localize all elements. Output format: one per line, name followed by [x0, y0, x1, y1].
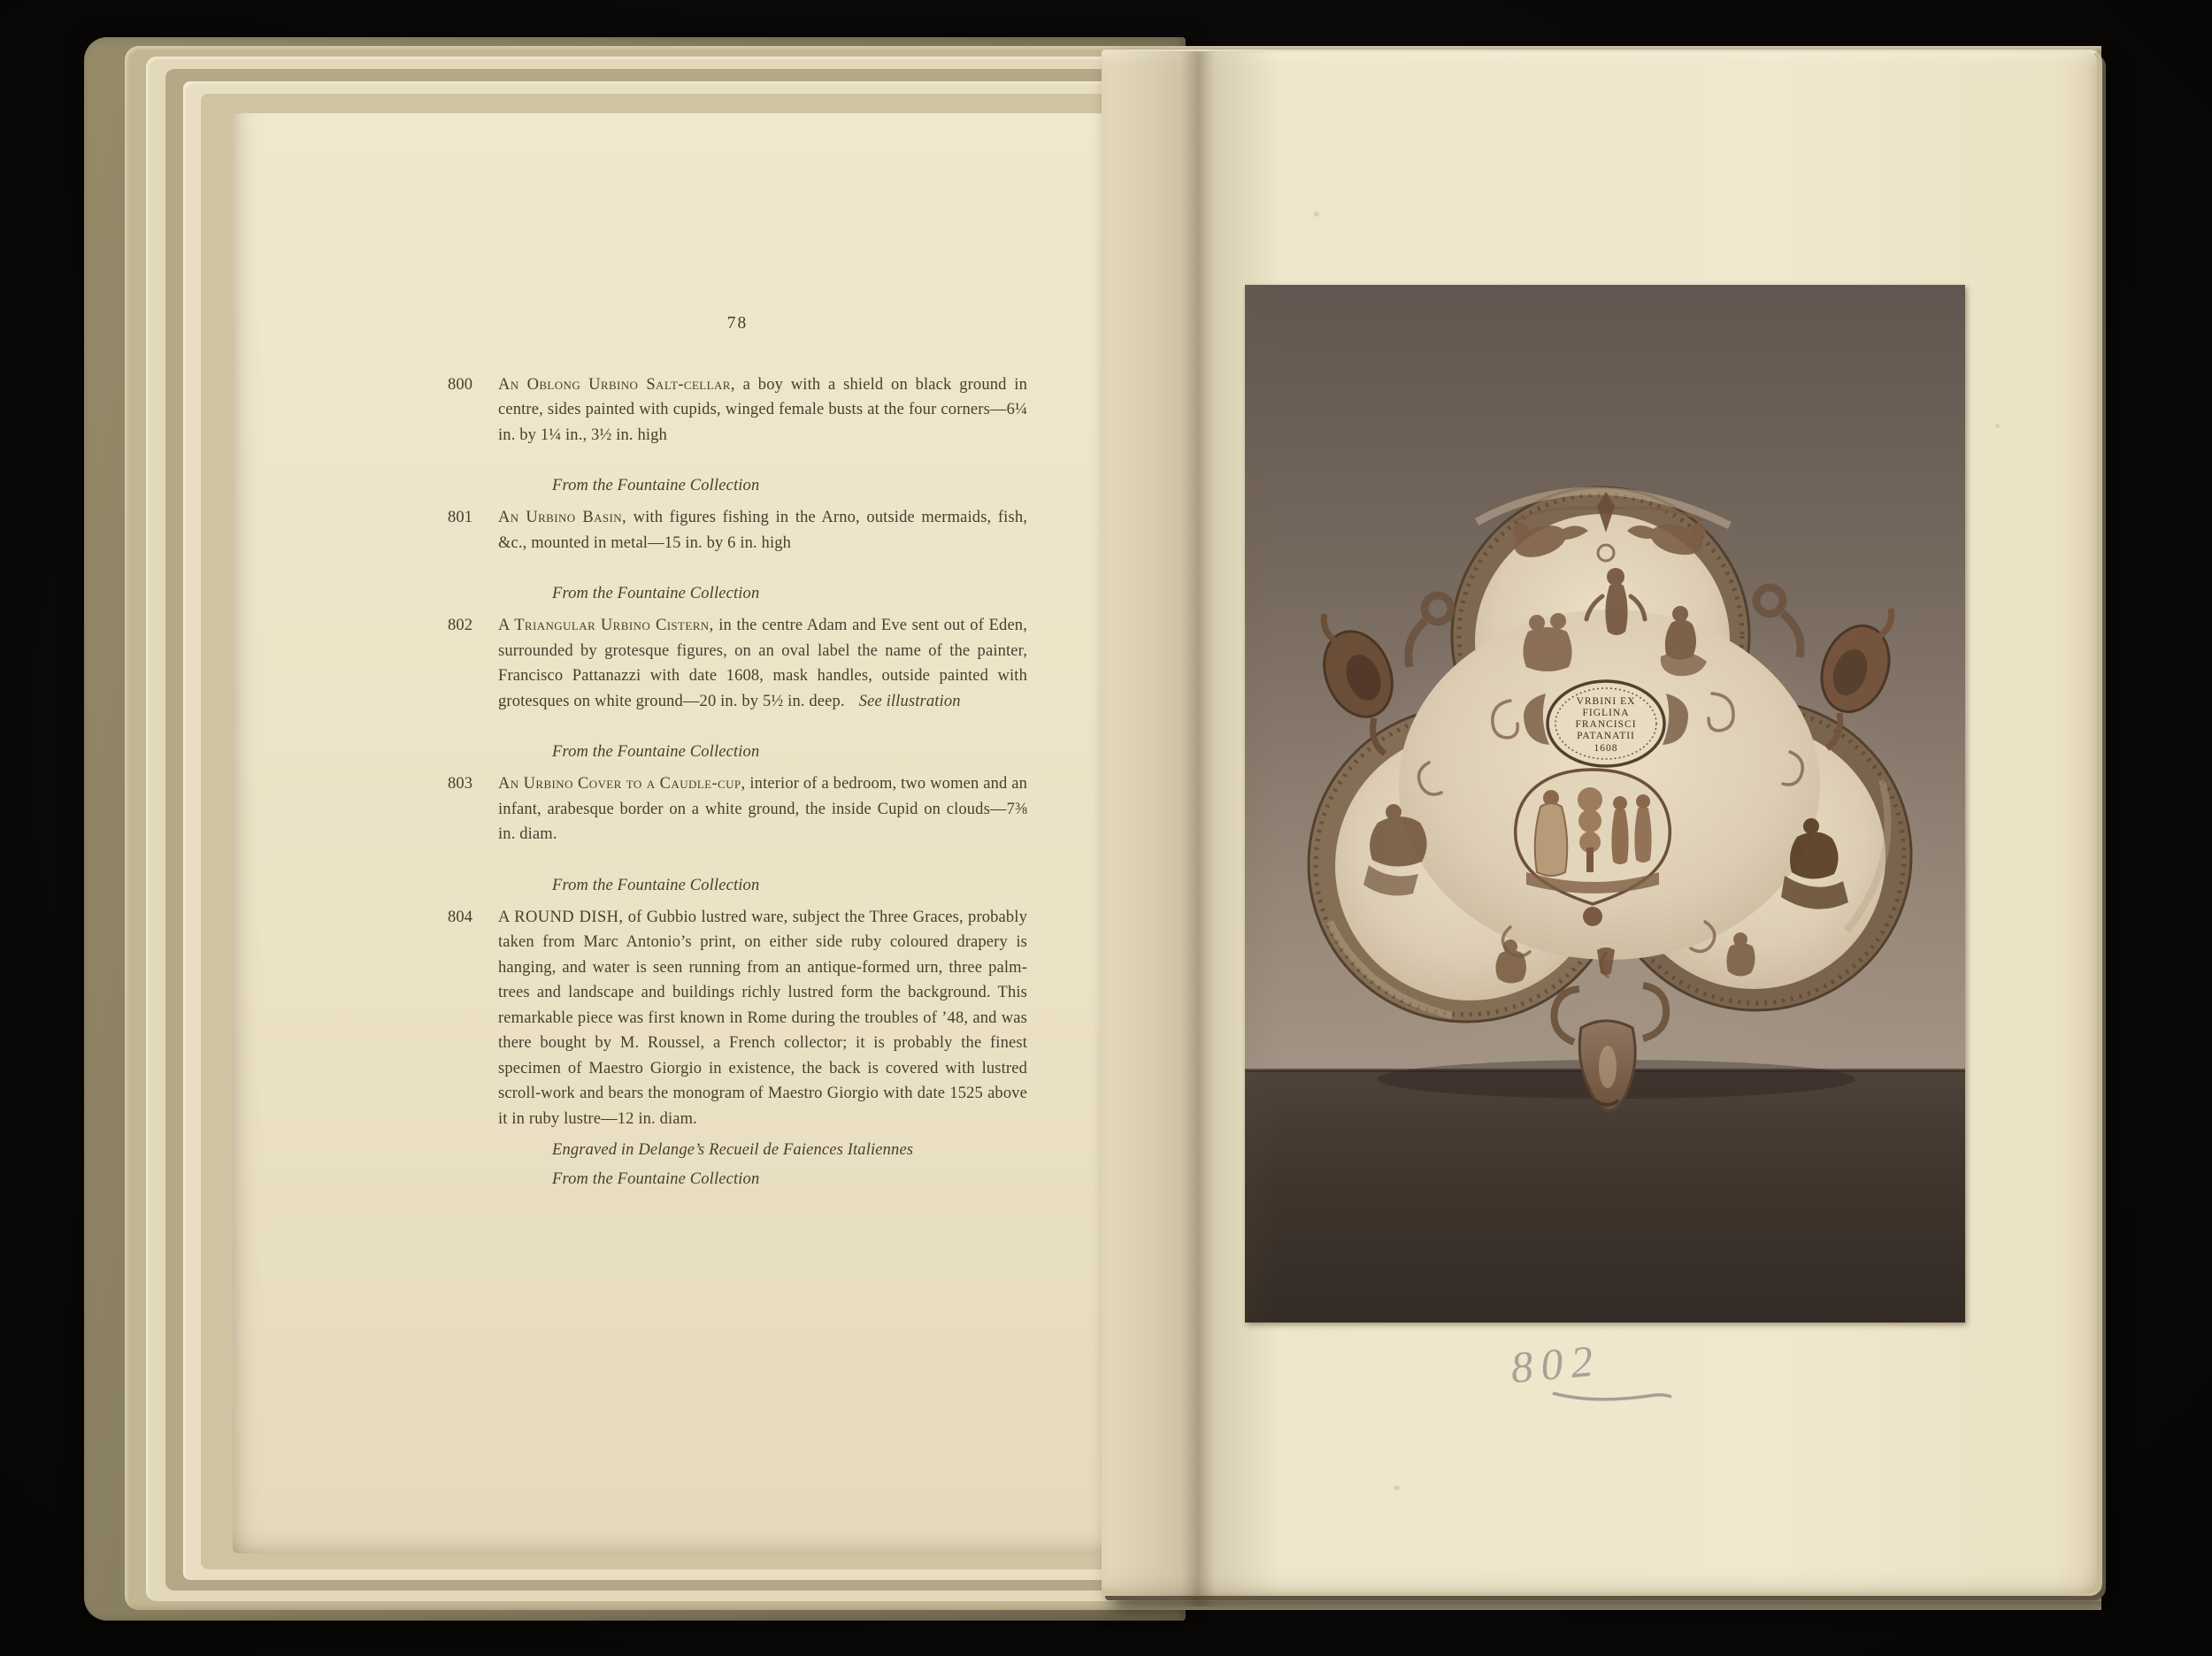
handwritten-802: 802: [1509, 1337, 1603, 1392]
right-page: [1102, 50, 2102, 1596]
foxing-spot: [1394, 1485, 1400, 1491]
entry-number: 800: [448, 375, 473, 394]
provenance-line: From the Fountaine Collection: [552, 1170, 760, 1188]
entry-body: interior of a bedroom, two women and an infant, arabesque border on a white ground, the inside Cupid on clouds—7⅜ in. diam.: [498, 775, 1027, 843]
entry-number: 801: [448, 509, 473, 526]
page-number: 78: [726, 314, 749, 333]
svg-text:FRANCISCI: FRANCISCI: [1575, 719, 1637, 730]
svg-text:1608: 1608: [1594, 743, 1618, 754]
provenance-line: From the Fountaine Collection: [552, 876, 760, 894]
catalog-entry-804: [448, 905, 1027, 1132]
see-illustration-note: See illustration: [858, 692, 961, 710]
entry-body: a boy with a shield on black ground in centre, sides painted with cupids, winged female busts at the four corners—6¼ in. by 1¼ in., 3½ in. high: [498, 375, 1027, 444]
entry-number: 803: [448, 775, 473, 793]
entry-body: of Gubbio lustred ware, subject the Three Graces, probably taken from Marc Antonio’s print, on either side ruby coloured drapery is hanging, and water is seen running from an antique-formed urn, three palm-trees and landscape and buildings richly lustred form the background. This remarkable piece was first known in Rome during the troubles of ’48, and was there bought by M. Roussel, a French collector; it is probably the finest specimen of Maestro Giorgio in existence, the back is covered with lustred scroll-work and bears the monogram of Maestro Giorgio with date 1525 above it in ruby lustre—12 in. diam.: [498, 908, 1027, 1128]
open-book: [84, 37, 2101, 1621]
foxing-spot: [1314, 211, 1319, 217]
entry-number: 802: [448, 617, 473, 634]
svg-text:VRBINI EX: VRBINI EX: [1576, 696, 1636, 707]
entry-title: A Triangular Urbino Cistern,: [498, 617, 714, 634]
catalog-entry-802: [448, 613, 1027, 714]
provenance-line: From the Fountaine Collection: [552, 477, 760, 494]
entry-title: An Urbino Basin,: [498, 509, 627, 526]
foxing-spot: [1995, 424, 2000, 428]
handwritten-plate-number: [1502, 1337, 1687, 1418]
entry-title: An Urbino Cover to a Caudle-cup,: [498, 775, 746, 793]
provenance-line: From the Fountaine Collection: [552, 743, 760, 761]
entry-title: An Oblong Urbino Salt-cellar,: [498, 375, 735, 394]
pencil-underline: [1553, 1393, 1671, 1399]
engraved-reference-line: Engraved in Delange’s Recueil de Faiences Italiennes: [552, 1141, 914, 1159]
catalog-text-column: [448, 311, 1027, 1199]
catalog-entry-801: [448, 505, 1027, 556]
svg-text:PATANATII: PATANATII: [1577, 731, 1635, 741]
provenance-line: From the Fountaine Collection: [552, 585, 760, 602]
entry-body: in the centre Adam and Eve sent out of Eden, surrounded by grotesque figures, on an oval label the name of the painter, Francisco Pattanazzi with date 1608, mask handles, outside painted with grotesques on white ground—20 in. by 5½ in. deep.: [498, 617, 1027, 710]
mounted-photograph-of-cistern: [1245, 285, 1965, 1322]
entry-title: A ROUND DISH,: [498, 908, 624, 926]
entry-number: 804: [448, 908, 473, 926]
photograph-illustration: [1245, 285, 1965, 1322]
catalog-entry-803: [448, 771, 1027, 847]
entry-body: with figures fishing in the Arno, outside mermaids, fish, &c., mounted in metal—15 in. by 6 in. high: [498, 509, 1027, 552]
svg-text:FIGLINA: FIGLINA: [1582, 708, 1630, 718]
catalog-entry-800: [448, 372, 1027, 448]
